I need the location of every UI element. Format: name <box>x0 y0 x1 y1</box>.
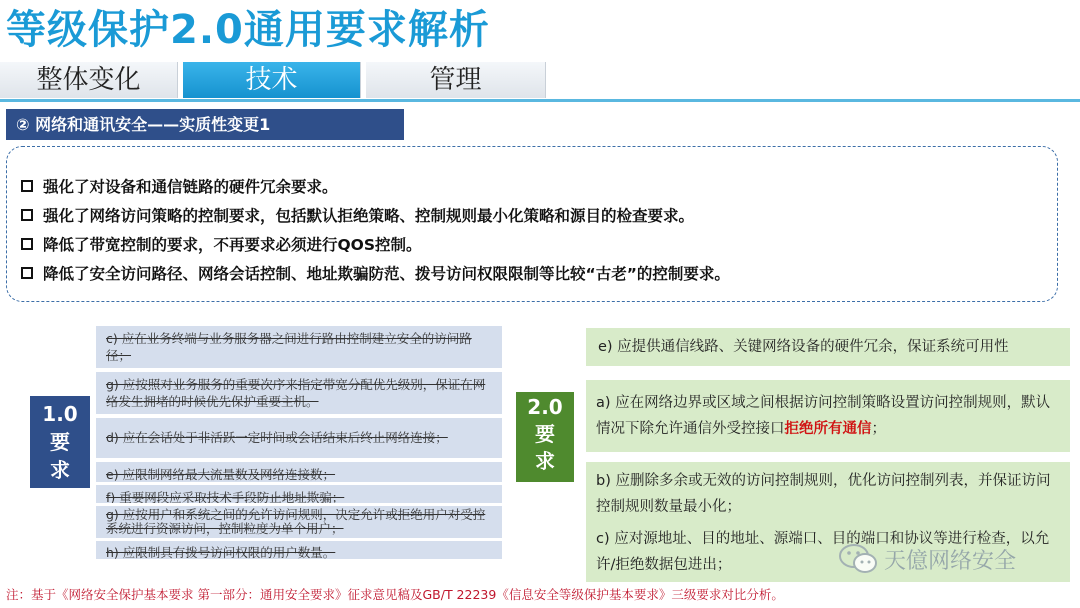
old-badge-char: 要 <box>50 430 70 454</box>
new-badge-version: 2.0 <box>527 395 563 419</box>
old-requirement-item: d) 应在会话处于非活跃一定时间或会话结束后终止网络连接； <box>96 418 502 458</box>
old-badge-version: 1.0 <box>42 402 78 426</box>
new-requirement-b: b) 应删除多余或无效的访问控制规则，优化访问控制列表，并保证访问控制规则数量最小化； <box>596 473 1051 515</box>
checkbox-bullet-icon <box>21 209 33 221</box>
old-requirement-item: e) 应限制网络最大流量数及网络连接数； <box>96 462 502 482</box>
old-version-badge <box>30 396 90 488</box>
summary-item <box>21 200 1057 229</box>
new-requirement-c: c) 应对源地址、目的地址、源端口、目的端口和协议等进行检查，以允许/拒绝数据包进出； <box>596 531 1050 573</box>
summary-item <box>21 229 1057 258</box>
watermark-text: 天億网络安全 <box>884 548 1017 574</box>
tab-management[interactable]: 管理 <box>366 62 546 98</box>
page-title: 等级保护2.0通用要求解析 <box>6 7 490 53</box>
old-requirement-item: g) 应按照对业务服务的重要次序来指定带宽分配优先级别，保证在网络发生拥堵的时候优先保护重要主机。 <box>96 372 502 414</box>
old-badge-char: 求 <box>50 458 70 482</box>
summary-item-text: 降低了带宽控制的要求，不再要求必须进行QOS控制。 <box>43 235 422 254</box>
old-requirement-item: h) 应限制具有拨号访问权限的用户数量。 <box>96 541 502 559</box>
footnote: 注：基于《网络安全保护基本要求 第一部分：通用安全要求》征求意见稿及GB/T 22239《信息安全等级保护基本要求》三级要求对比分析。 <box>6 587 784 602</box>
new-requirement-e: e) 应提供通信线路、关键网络设备的硬件冗余，保证系统可用性 <box>586 328 1070 366</box>
old-requirement-item: f) 重要网段应采取技术手段防止地址欺骗； <box>96 485 502 503</box>
new-badge-char: 要 <box>535 422 555 446</box>
wechat-icon <box>838 542 878 576</box>
watermark <box>838 541 1016 577</box>
summary-box <box>6 146 1058 302</box>
checkbox-bullet-icon <box>21 267 33 279</box>
tab-overall-changes[interactable]: 整体变化 <box>0 62 178 98</box>
new-version-badge <box>516 392 574 482</box>
old-requirement-item: c) 应在业务终端与业务服务器之间进行路由控制建立安全的访问路径； <box>96 326 502 368</box>
tab-technical[interactable]: 技术 <box>183 62 361 98</box>
new-requirement-a-text: a) 应在网络边界或区域之间根据访问控制策略设置访问控制规则，默认情况下除允许通信外受控接口 <box>596 395 1051 437</box>
deny-all-highlight: 拒绝所有通信 <box>784 421 872 437</box>
summary-item <box>21 171 1057 200</box>
tab-bar <box>0 62 1080 102</box>
checkbox-bullet-icon <box>21 238 33 250</box>
old-requirement-item: g) 应按用户和系统之间的允许访问规则，决定允许或拒绝用户对受控系统进行资源访问，控制粒度为单个用户； <box>96 506 502 538</box>
new-requirement-a-suffix: ； <box>871 421 886 437</box>
summary-item-text: 强化了网络访问策略的控制要求，包括默认拒绝策略、控制规则最小化策略和源目的检查要求。 <box>43 206 695 225</box>
new-requirement-a <box>586 380 1070 452</box>
new-badge-char: 求 <box>535 449 555 473</box>
summary-item-text: 强化了对设备和通信链路的硬件冗余要求。 <box>43 177 338 196</box>
checkbox-bullet-icon <box>21 180 33 192</box>
section-label: ② 网络和通讯安全——实质性变更1 <box>6 109 404 140</box>
tab-underline <box>0 99 1080 102</box>
summary-item <box>21 258 1057 287</box>
summary-item-text: 降低了安全访问路径、网络会话控制、地址欺骗防范、拨号访问权限限制等比较“古老”的控制要求。 <box>43 264 730 283</box>
